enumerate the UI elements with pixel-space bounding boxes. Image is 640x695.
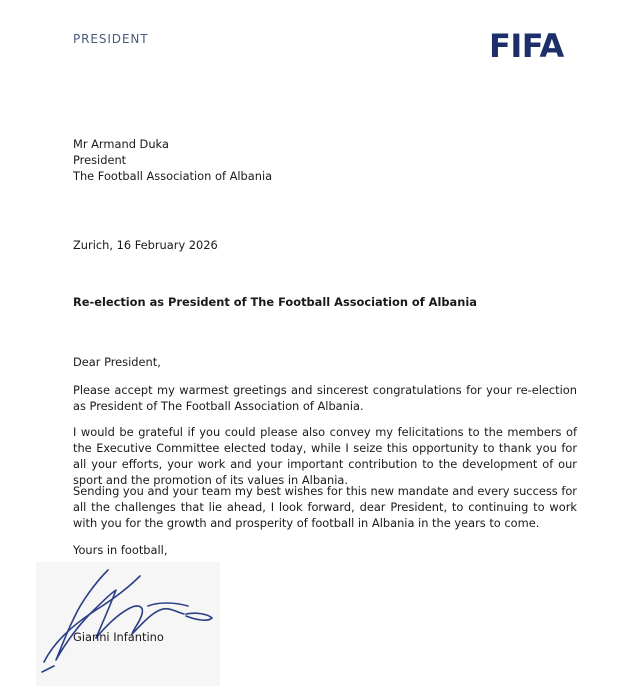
- paragraph-1: Please accept my warmest greetings and sincerest congratulations for your re-election as President of The Football Association of Albania.: [73, 383, 577, 413]
- recipient-name: Mr Armand Duka: [73, 137, 169, 151]
- signer-name: Gianni Infantino: [73, 630, 164, 644]
- recipient-title: President: [73, 153, 127, 167]
- paragraph-3: Sending you and your team my best wishes for this new mandate and every success for all the challenges that lie ahead, I look forward, dear President, to continuing to work with you for the growth and prosperity of football in Albania in the years to come.: [73, 484, 577, 530]
- salutation: Dear President,: [73, 355, 161, 369]
- fifa-logo: FIFA: [489, 27, 564, 65]
- date-line: Zurich, 16 February 2026: [73, 238, 218, 252]
- signature-area: [36, 562, 220, 686]
- recipient-block: [73, 136, 272, 184]
- paragraph-2: I would be grateful if you could please also convey my felicitations to the members of the Executive Committee elected today, while I seize this opportunity to thank you for all your efforts, your work and your important contribution to the development of our sport and the promotion of its values in Albania.: [73, 425, 577, 487]
- closing: Yours in football,: [73, 543, 168, 557]
- subject-line: Re-election as President of The Football Association of Albania: [73, 295, 477, 309]
- handwritten-signature: [36, 562, 220, 686]
- recipient-organization: The Football Association of Albania: [73, 169, 273, 183]
- header-label: PRESIDENT: [73, 32, 149, 46]
